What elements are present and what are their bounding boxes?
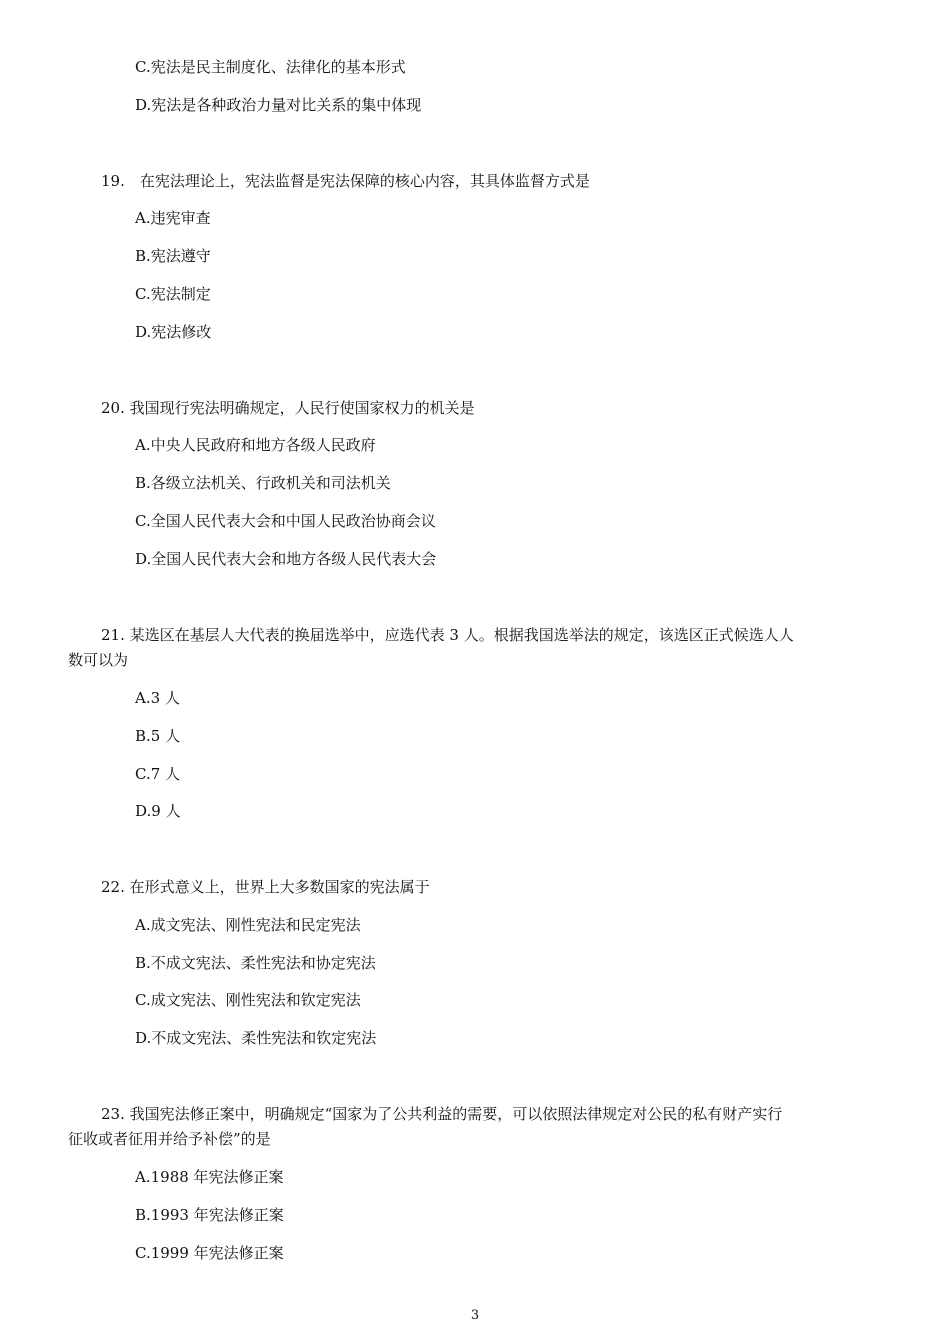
option-b-q21: B.5 人 [135,727,181,745]
option-a-q20: A.中央人民政府和地方各级人民政府 [135,436,376,454]
page-number: 3 [470,1308,480,1323]
question-22-stem: 22. 在形式意义上，世界上大多数国家的宪法属于 [101,878,430,896]
option-b-q20: B.各级立法机关、行政机关和司法机关 [135,474,391,492]
option-c-q23: C.1999 年宪法修正案 [135,1244,284,1262]
option-c-q21: C.7 人 [135,765,181,783]
option-c-q20: C.全国人民代表大会和中国人民政治协商会议 [135,512,436,530]
option-a-q23: A.1988 年宪法修正案 [135,1168,284,1186]
option-a-q19: A.违宪审查 [135,209,211,227]
option-a-q22: A.成文宪法、刚性宪法和民定宪法 [135,916,361,934]
question-23-stem: 23. 我国宪法修正案中，明确规定“国家为了公共利益的需要，可以依照法律规定对公民的私有财产实行 [101,1105,783,1123]
option-c-q22: C.成文宪法、刚性宪法和钦定宪法 [135,991,361,1009]
option-d-q20: D.全国人民代表大会和地方各级人民代表大会 [135,550,437,568]
option-b-q19: B.宪法遵守 [135,247,211,265]
question-21-stem: 21. 某选区在基层人大代表的换届选举中，应选代表 3 人。根据我国选举法的规定，该选区正式候选人人 [101,626,794,644]
option-d-q22: D.不成文宪法、柔性宪法和钦定宪法 [135,1029,377,1047]
question-20-stem: 20. 我国现行宪法明确规定，人民行使国家权力的机关是 [101,399,475,417]
question-21-stem-continued: 数可以为 [68,651,129,669]
option-c-q18: C.宪法是民主制度化、法律化的基本形式 [135,58,406,76]
option-b-q22: B.不成文宪法、柔性宪法和协定宪法 [135,954,376,972]
option-a-q21: A.3 人 [135,689,180,707]
question-19-stem: 19. 在宪法理论上，宪法监督是宪法保障的核心内容，其具体监督方式是 [101,172,590,190]
option-c-q19: C.宪法制定 [135,285,211,303]
option-d-q19: D.宪法修改 [135,323,212,341]
option-d-q21: D.9 人 [135,802,181,820]
option-b-q23: B.1993 年宪法修正案 [135,1206,284,1224]
option-d-q18: D.宪法是各种政治力量对比关系的集中体现 [135,96,422,114]
question-23-stem-continued: 征收或者征用并给予补偿”的是 [68,1130,271,1148]
